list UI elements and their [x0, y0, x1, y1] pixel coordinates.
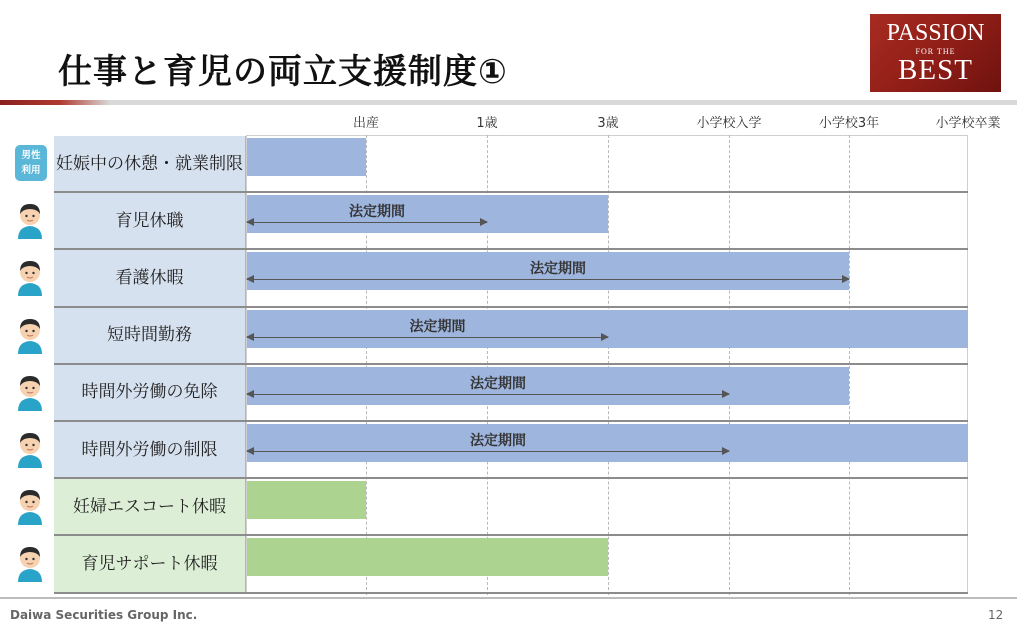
system-label [54, 479, 246, 534]
system-label-line: 妊婦エスコート [73, 496, 192, 517]
coverage-bar [247, 538, 608, 576]
system-label-line: 就業制限 [175, 153, 243, 174]
logo-line-1: PASSION [886, 20, 985, 46]
legal-period-arrow [247, 222, 487, 223]
system-label-line: 時間外労働の [81, 382, 184, 403]
male-employee-icon [15, 316, 45, 354]
system-label-line: 育児サポート [81, 553, 184, 574]
milestone-gridline [608, 135, 609, 595]
milestone-gridline [849, 135, 850, 595]
arrowhead-right [480, 218, 488, 226]
system-label [54, 193, 246, 248]
system-label [54, 308, 246, 363]
logo-line-2: FOR THE [915, 47, 956, 56]
legal-period-arrow [247, 279, 849, 280]
milestone-label: 小学校3年 [818, 116, 880, 131]
legal-period-label: 法定期間 [349, 204, 405, 221]
row-separator [54, 592, 968, 594]
male-employee-icon [15, 258, 45, 296]
system-label-line: 制限 [183, 439, 218, 460]
arrowhead-left [246, 333, 254, 341]
logo-line-3: BEST [898, 54, 973, 86]
male-employee-icon [15, 544, 45, 582]
male-employee-icon [15, 430, 45, 468]
arrowhead-right [722, 447, 730, 455]
milestone-label: 出産 [352, 116, 380, 131]
arrowhead-left [246, 218, 254, 226]
system-label [54, 136, 246, 191]
arrowhead-left [246, 447, 254, 455]
badge-line-1: 男性 [21, 150, 41, 161]
system-label [54, 250, 246, 305]
male-employee-icon [15, 373, 45, 411]
page-title: 仕事と育児の両立支援制度① [58, 52, 508, 92]
coverage-bar [247, 310, 968, 348]
system-label [54, 536, 246, 591]
milestone-label: 小学校入学 [696, 116, 762, 131]
arrowhead-right [601, 333, 609, 341]
male-employee-icon [15, 201, 45, 239]
system-label-line: 時間外労働の [81, 439, 184, 460]
legal-period-label: 法定期間 [470, 375, 526, 392]
coverage-bar [247, 481, 366, 519]
system-label [54, 365, 246, 420]
system-label-line: 看護休暇 [115, 267, 184, 288]
milestone-label: 小学校卒業 [935, 116, 1001, 131]
arrowhead-right [722, 390, 730, 398]
system-label-line: 妊娠中の休憩・ [56, 153, 175, 174]
arrowhead-left [246, 275, 254, 283]
arrowhead-right [842, 275, 850, 283]
legal-period-label: 法定期間 [530, 261, 586, 278]
footer-divider [0, 597, 1017, 599]
system-label-line: 短時間勤務 [107, 325, 192, 346]
coverage-bar [247, 367, 849, 405]
coverage-bar [247, 195, 608, 233]
legal-period-label: 法定期間 [470, 433, 526, 449]
page-number: 12 [988, 608, 1004, 622]
system-label-line: 免除 [183, 382, 218, 403]
system-label-line: 休暇 [183, 553, 218, 574]
coverage-bar [247, 424, 968, 462]
arrowhead-left [246, 390, 254, 398]
legal-period-label: 法定期間 [409, 318, 466, 335]
coverage-bar [247, 138, 366, 176]
legal-period-arrow [247, 451, 729, 452]
company-name: Daiwa Securities Group Inc. [10, 608, 198, 622]
legal-period-arrow [247, 394, 729, 395]
badge-line-2: 利用 [21, 165, 41, 176]
system-label-line: 育児休職 [115, 210, 184, 231]
male-employee-icon [15, 487, 45, 525]
system-label-line: 休暇 [192, 496, 226, 517]
system-label [54, 422, 246, 477]
milestone-label: 1歳 [476, 116, 498, 131]
milestone-gridline [729, 135, 730, 595]
legal-period-arrow [247, 337, 608, 338]
milestone-label: 3歳 [597, 116, 619, 131]
male-use-badge [15, 145, 47, 181]
